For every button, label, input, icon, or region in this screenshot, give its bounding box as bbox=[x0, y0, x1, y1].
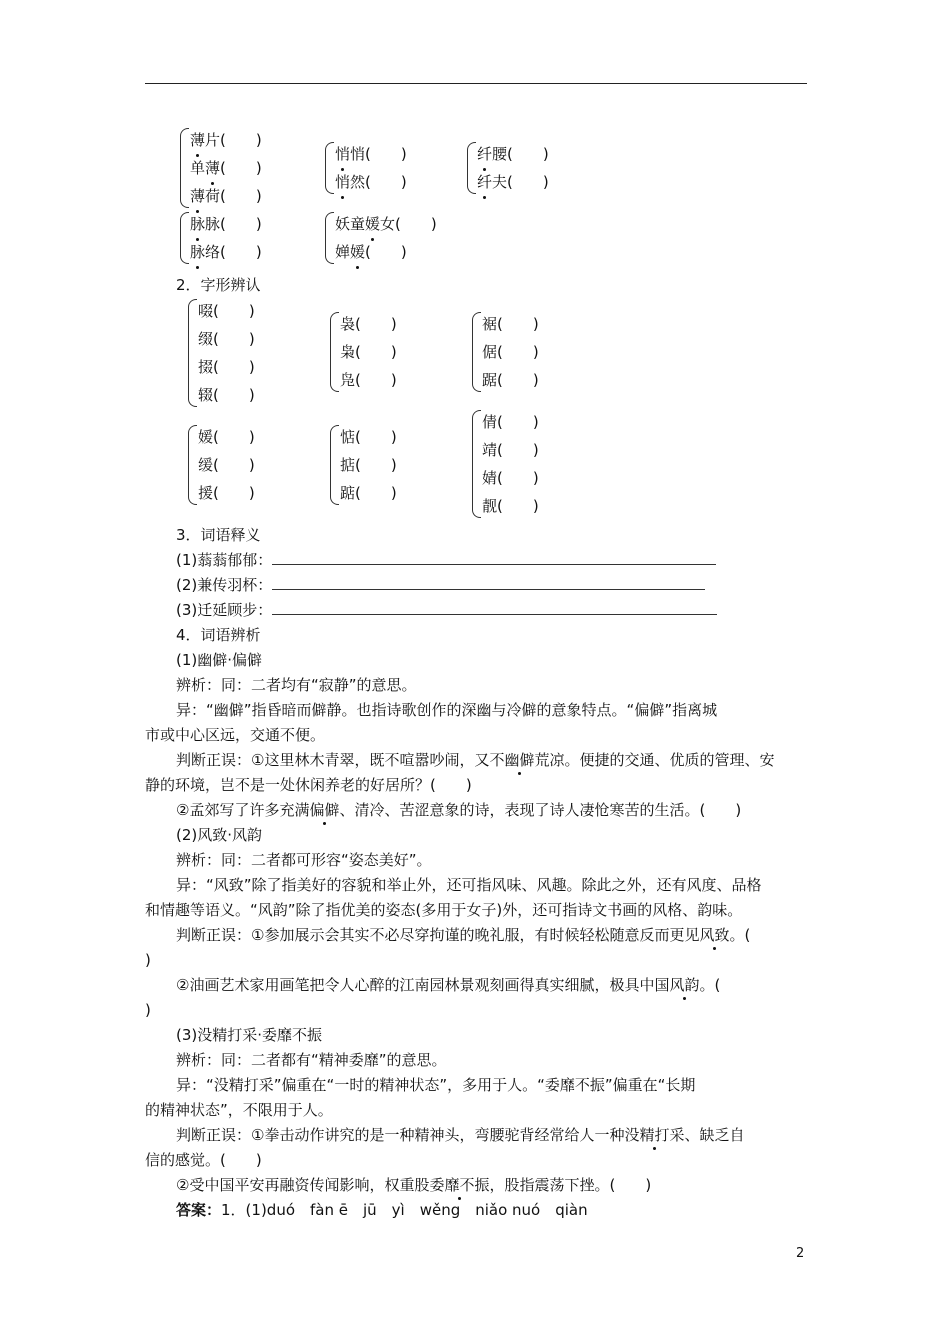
subsection-title: (3)没精打采·委靡不振 bbox=[176, 1026, 323, 1044]
glyph-group-2: 袅( ) 枭( ) 凫( ) bbox=[330, 310, 397, 394]
judgement-item: ②受中国平安再融资传闻影响，权重股委靡不振，股指震荡下挫。( ) bbox=[176, 1173, 651, 1197]
pinyin-item: 纤夫( ) bbox=[477, 168, 549, 196]
definition-item: (1)蓊蓊郁郁： bbox=[176, 548, 716, 572]
pinyin-item: 悄然( ) bbox=[335, 168, 407, 196]
answer-line[interactable] bbox=[272, 573, 705, 590]
glyph-group-5: 惦( ) 掂( ) 踮( ) bbox=[330, 423, 397, 507]
judgement-item: ②油画艺术家用画笔把令人心醉的江南园林景观刻画得真实细腻，极具中国风韵。( bbox=[176, 973, 720, 997]
section-title-analysis: 4．词语辨析 bbox=[176, 626, 261, 644]
answer-line-text: 答案：1．(1)duó fàn ē jū yì wěng niǎo nuó qiàn bbox=[176, 1201, 588, 1219]
judgement-item: 判断正误：①参加展示会其实不必尽穿拘谨的晚礼服，有时候轻松随意反而更见风致。( bbox=[176, 923, 750, 947]
pinyin-group-qiao bbox=[325, 140, 407, 196]
judgement-item: 静的环境，岂不是一处休闲养老的好居所？( ) bbox=[145, 776, 472, 794]
section-title-glyphs: 2．字形辨认 bbox=[176, 276, 261, 294]
answer-line[interactable] bbox=[272, 598, 717, 615]
pinyin-group-yuan bbox=[325, 210, 437, 266]
page-number: 2 bbox=[796, 1246, 805, 1261]
analysis-diff: 市或中心区远，交通不便。 bbox=[145, 726, 326, 744]
analysis-diff: 和情趣等语义。“风韵”除了指优美的姿态(多用于女子)外，还可指诗文书画的风格、韵味。 bbox=[145, 901, 743, 919]
judgement-item: 判断正误：①这里林木青翠，既不喧嚣吵闹，又不幽僻荒凉。便捷的交通、优质的管理、安 bbox=[176, 748, 774, 772]
glyph-group-4: 媛( ) 缓( ) 援( ) bbox=[188, 423, 255, 507]
pinyin-group-mai bbox=[180, 210, 262, 266]
pinyin-item: 悄悄( ) bbox=[335, 140, 407, 168]
pinyin-group-xian bbox=[467, 140, 549, 196]
analysis-diff: 异：“幽僻”指昏暗而僻静。也指诗歌创作的深幽与冷僻的意象特点。“偏僻”指离城 bbox=[176, 701, 718, 719]
definition-item: (3)迁延顾步： bbox=[176, 598, 717, 622]
answer-line[interactable] bbox=[272, 548, 716, 565]
glyph-group-1: 啜( ) 缀( ) 掇( ) 辍( ) bbox=[188, 297, 255, 409]
analysis-same: 辨析：同：二者均有“寂静”的意思。 bbox=[176, 676, 417, 694]
pinyin-item: 纤腰( ) bbox=[477, 140, 549, 168]
judgement-item: ) bbox=[145, 1001, 151, 1019]
judgement-item: 信的感觉。( ) bbox=[145, 1151, 262, 1169]
pinyin-item: 薄片( ) bbox=[190, 126, 262, 154]
pinyin-item: 脉脉( ) bbox=[190, 210, 262, 238]
pinyin-item: 婵媛( ) bbox=[335, 238, 437, 266]
glyph-group-3: 裾( ) 倨( ) 踞( ) bbox=[472, 310, 539, 394]
judgement-item: ) bbox=[145, 951, 151, 969]
analysis-same: 辨析：同：二者都可形容“姿态美好”。 bbox=[176, 851, 432, 869]
analysis-same: 辨析：同：二者都有“精神委靡”的意思。 bbox=[176, 1051, 447, 1069]
judgement-item: ②孟郊写了许多充满偏僻、清冷、苦涩意象的诗，表现了诗人凄怆寒苦的生活。( ) bbox=[176, 798, 741, 822]
pinyin-group-bao bbox=[180, 126, 262, 210]
header-rule bbox=[145, 83, 807, 84]
section-title-definitions: 3．词语释义 bbox=[176, 526, 261, 544]
analysis-diff: 异：“风致”除了指美好的容貌和举止外，还可指风味、风趣。除此之外，还有风度、品格 bbox=[176, 876, 762, 894]
subsection-title: (2)风致·风韵 bbox=[176, 826, 263, 844]
definition-item: (2)兼传羽杯： bbox=[176, 573, 705, 597]
pinyin-item: 妖童媛女( ) bbox=[335, 210, 437, 238]
glyph-group-6: 倩( ) 靖( ) 婧( ) 靓( ) bbox=[472, 408, 539, 520]
subsection-title: (1)幽僻·偏僻 bbox=[176, 651, 263, 669]
pinyin-item: 单薄( ) bbox=[190, 154, 262, 182]
pinyin-item: 薄荷( ) bbox=[190, 182, 262, 210]
analysis-diff: 的精神状态”，不限用于人。 bbox=[145, 1101, 333, 1119]
analysis-diff: 异：“没精打采”偏重在“一时的精神状态”，多用于人。“委靡不振”偏重在“长期 bbox=[176, 1076, 696, 1094]
pinyin-item: 脉络( ) bbox=[190, 238, 262, 266]
judgement-item: 判断正误：①拳击动作讲究的是一种精神头，弯腰驼背经常给人一种没精打采、缺乏自 bbox=[176, 1123, 744, 1147]
